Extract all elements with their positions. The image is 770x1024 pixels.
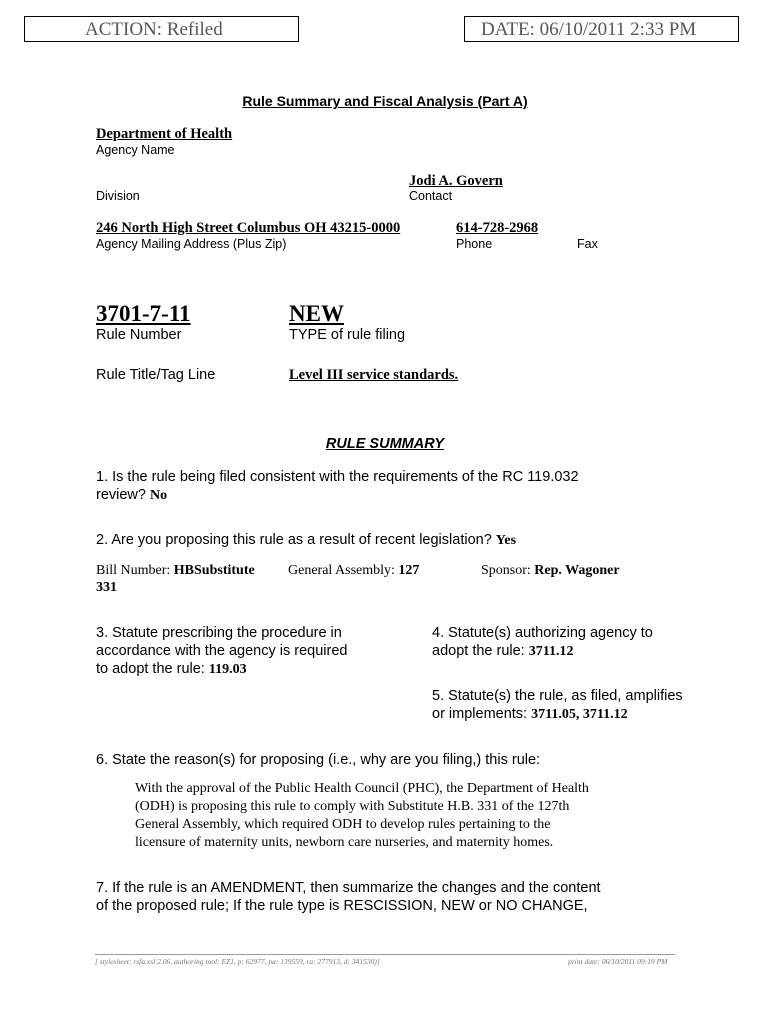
q7-line1: 7. If the rule is an AMENDMENT, then summarize the changes and the content (96, 880, 601, 896)
footer-left: [ stylesheet: rsfa.xsl 2.06, authoring tool: EZ1, p: 62977, pa: 139559, ra: 277913, d: 341530)] (95, 957, 380, 966)
contact-label: Contact (409, 189, 453, 203)
action-text: ACTION: Refiled (85, 19, 223, 40)
general-assembly (288, 563, 419, 579)
date-text: DATE: 06/10/2011 2:33 PM (481, 19, 697, 40)
q1-line1: 1. Is the rule being filed consistent with the requirements of the RC 119.032 (96, 469, 579, 485)
q2-line (96, 531, 516, 550)
footer-divider (95, 954, 675, 955)
q3-line1: 3. Statute prescribing the procedure in (96, 625, 342, 641)
phone-value: 614-728-2968 (456, 220, 539, 236)
q3-line3 (96, 660, 247, 679)
q1-line2 (96, 486, 167, 505)
q7-line2: of the proposed rule; If the rule type is RESCISSION, NEW or NO CHANGE, (96, 898, 588, 914)
q2-text: 2. Are you proposing this rule as a result of recent legislation? (96, 532, 492, 548)
q6-question: 6. State the reason(s) for proposing (i.e., why are you filing,) this rule: (96, 752, 541, 768)
q6-answer-line: With the approval of the Public Health Council (PHC), the Department of Health (135, 781, 589, 796)
q6-answer-line: (ODH) is proposing this rule to comply with Substitute H.B. 331 of the 127th (135, 799, 570, 814)
q4-line2 (432, 642, 573, 661)
assembly-value: 127 (398, 563, 420, 578)
q1-answer: No (150, 488, 168, 503)
q6-answer-line: General Assembly, which required ODH to develop rules pertaining to the (135, 817, 551, 832)
sponsor-value: Rep. Wagoner (534, 563, 620, 578)
q1-text: review? (96, 487, 146, 503)
address-label: Agency Mailing Address (Plus Zip) (96, 237, 287, 251)
q4-line1: 4. Statute(s) authorizing agency to (432, 625, 653, 641)
sponsor (481, 563, 620, 579)
bill-number-label: Bill Number: (96, 563, 171, 578)
fax-label: Fax (577, 237, 598, 251)
rule-title-label: Rule Title/Tag Line (96, 367, 216, 383)
phone-label: Phone (456, 237, 493, 251)
q6-answer-line: licensure of maternity units, newborn care nurseries, and maternity homes. (135, 835, 554, 850)
rule-number-value: 3701-7-11 (96, 301, 191, 326)
address-value: 246 North High Street Columbus OH 43215-0000 (96, 220, 401, 236)
assembly-label: General Assembly: (288, 563, 395, 578)
q5-text: or implements: (432, 706, 528, 722)
bill-number-value: HBSubstitute (173, 563, 255, 578)
bill-number (96, 563, 255, 579)
bill-number-value-cont: 331 (96, 580, 117, 595)
rule-summary-heading: RULE SUMMARY (325, 436, 445, 452)
rule-number-label: Rule Number (96, 327, 182, 343)
q6-answer (135, 780, 589, 852)
date-box (464, 16, 739, 42)
q5-line1: 5. Statute(s) the rule, as filed, amplifies (432, 688, 683, 704)
q2-answer: Yes (495, 533, 517, 548)
page-title: Rule Summary and Fiscal Analysis (Part A) (242, 93, 528, 109)
rule-type-label: TYPE of rule filing (289, 327, 406, 343)
q5-line2 (432, 705, 628, 724)
agency-name-label: Agency Name (96, 143, 175, 157)
q4-text: adopt the rule: (432, 643, 525, 659)
q3-line2: accordance with the agency is required (96, 643, 348, 659)
q4-answer: 3711.12 (528, 644, 574, 659)
action-box (24, 16, 299, 42)
division-label: Division (96, 189, 140, 203)
q3-answer: 119.03 (208, 662, 247, 677)
sponsor-label: Sponsor: (481, 563, 531, 578)
footer-right: print date: 06/10/2011 09:19 PM (568, 957, 668, 966)
agency-name-value: Department of Health (96, 126, 233, 142)
contact-value: Jodi A. Govern (409, 173, 503, 189)
rule-title-value: Level III service standards. (289, 367, 459, 383)
q3-text: to adopt the rule: (96, 661, 205, 677)
rule-type-value: NEW (289, 301, 344, 326)
q5-answer: 3711.05, 3711.12 (531, 707, 628, 722)
